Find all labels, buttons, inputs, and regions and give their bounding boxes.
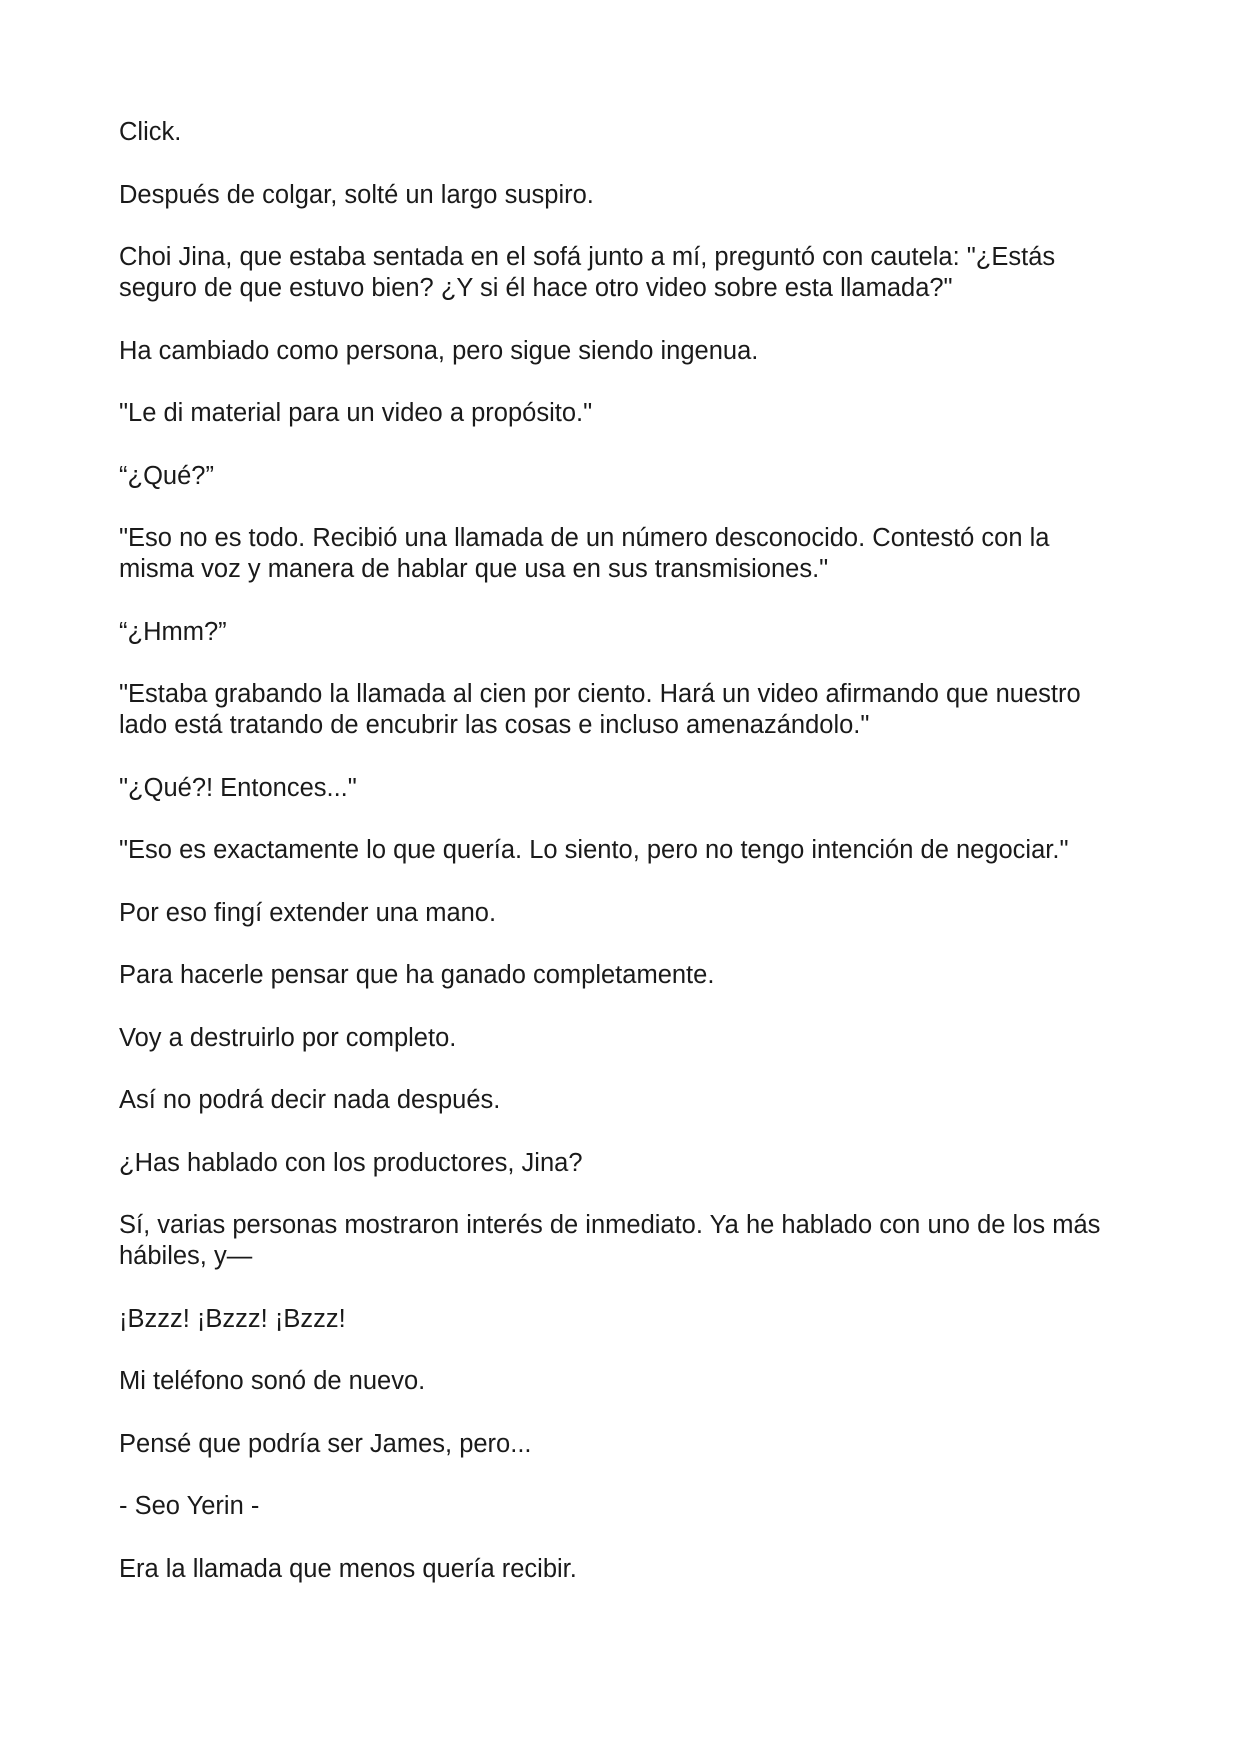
paragraph: Choi Jina, que estaba sentada en el sofá junto a mí, preguntó con cautela: "¿Estás seguro de que estuvo bien? ¿Y si él hace otro video sobre esta llamada?" bbox=[119, 243, 1056, 302]
paragraph: Ha cambiado como persona, pero sigue siendo ingenua. bbox=[119, 336, 759, 365]
paragraph: Después de colgar, solté un largo suspiro. bbox=[119, 180, 594, 209]
paragraph: ¡Bzzz! ¡Bzzz! ¡Bzzz! bbox=[119, 1304, 346, 1333]
paragraph: "¿Qué?! Entonces..." bbox=[119, 773, 357, 802]
paragraph: Mi teléfono sonó de nuevo. bbox=[119, 1367, 426, 1395]
paragraph: "Estaba grabando la llamada al cien por ciento. Hará un video afirmando que nuestro lado está tratando de encubrir las cosas e incluso amenazándolo." bbox=[119, 680, 1081, 739]
paragraph: "Eso no es todo. Recibió una llamada de un número desconocido. Contestó con la misma voz y manera de hablar que usa en sus transmisiones." bbox=[119, 524, 1050, 583]
paragraph: “¿Qué?” bbox=[119, 461, 214, 490]
paragraph: Para hacerle pensar que ha ganado completamente. bbox=[119, 961, 715, 989]
paragraph: “¿Hmm?” bbox=[119, 617, 227, 646]
paragraph: - Seo Yerin - bbox=[119, 1492, 260, 1520]
paragraph: "Le di material para un video a propósito." bbox=[119, 399, 593, 427]
paragraph: Era la llamada que menos quería recibir. bbox=[119, 1554, 577, 1583]
paragraph: Así no podrá decir nada después. bbox=[119, 1086, 501, 1114]
paragraph: Pensé que podría ser James, pero... bbox=[119, 1429, 532, 1458]
text-body bbox=[119, 117, 1129, 1616]
paragraph: "Eso es exactamente lo que quería. Lo siento, pero no tengo intención de negociar." bbox=[119, 836, 1069, 864]
paragraph: Click. bbox=[119, 118, 182, 146]
paragraph: Sí, varias personas mostraron interés de inmediato. Ya he hablado con uno de los más hábiles, y— bbox=[119, 1211, 1101, 1270]
paragraph: Por eso fingí extender una mano. bbox=[119, 898, 497, 927]
paragraph: ¿Has hablado con los productores, Jina? bbox=[119, 1148, 583, 1177]
paragraph: Voy a destruirlo por completo. bbox=[119, 1023, 457, 1052]
